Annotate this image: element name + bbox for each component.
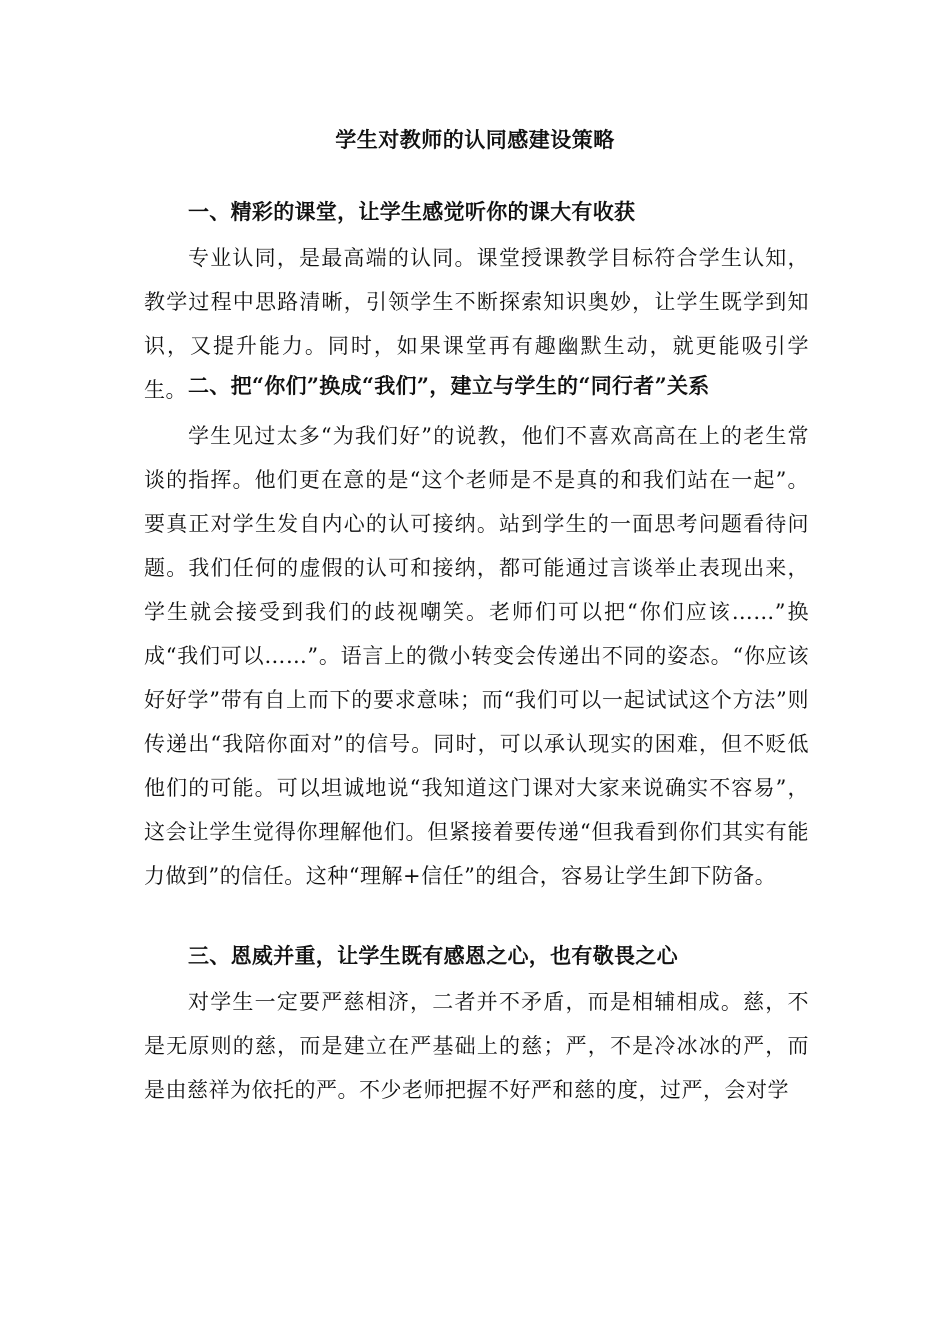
section-paragraph: 学生见过太多“为我们好”的说教，他们不喜欢高高在上的老生常谈的指挥。他们更在意的是“这个老师是不是真的和我们站在一起”。要真正对学生发自内心的认可接纳。站到学生的一面思考问题看待问题。我们任何的虚假的认可和接纳，都可能通过言谈举止表现出来，学生就会接受到我们的歧视嘲笑。老师们可以把“你们应该……”换成“我们可以……”。语言上的微小转变会传递出不同的姿态。“你应该好好学”带有自上而下的要求意味；而“我们可以一起试试这个方法”则传递出“我陪你面对”的信号。同时，可以承认现实的困难，但不贬低他们的可能。可以坦诚地说“我知道这门课对大家来说确实不容易”，这会让学生觉得你理解他们。但紧接着要传递“但我看到你们其实有能力做到”的信任。这种“理解+信任”的组合，容易让学生卸下防备。: [144, 424, 809, 888]
section-paragraph: 专业认同，是最高端的认同。课堂授课教学目标符合学生认知，教学过程中思路清晰，引领学生不断探索知识奥妙，让学生既学到知识，又提升能力。同时，如果课堂再有趣幽默生动，就更能吸引学生。: [144, 246, 809, 402]
section-1: [144, 196, 809, 228]
section-heading: 二、把“你们”换成“我们”，建立与学生的“同行者”关系: [188, 373, 710, 398]
section-3-body: [144, 980, 809, 1112]
section-heading: 三、恩威并重，让学生既有感恩之心，也有敬畏之心: [188, 943, 678, 968]
section-3: [144, 940, 809, 972]
section-paragraph: 对学生一定要严慈相济，二者并不矛盾，而是相辅相成。慈，不是无原则的慈，而是建立在严基础上的慈；严，不是冷冰冰的严，而是由慈祥为依托的严。不少老师把握不好严和慈的度，过严，会对学: [144, 990, 809, 1102]
document-title: 学生对教师的认同感建设策略: [335, 127, 615, 152]
section-2-body: [144, 414, 809, 898]
section-2: [144, 370, 809, 402]
section-heading: 一、精彩的课堂，让学生感觉听你的课大有收获: [188, 199, 636, 224]
